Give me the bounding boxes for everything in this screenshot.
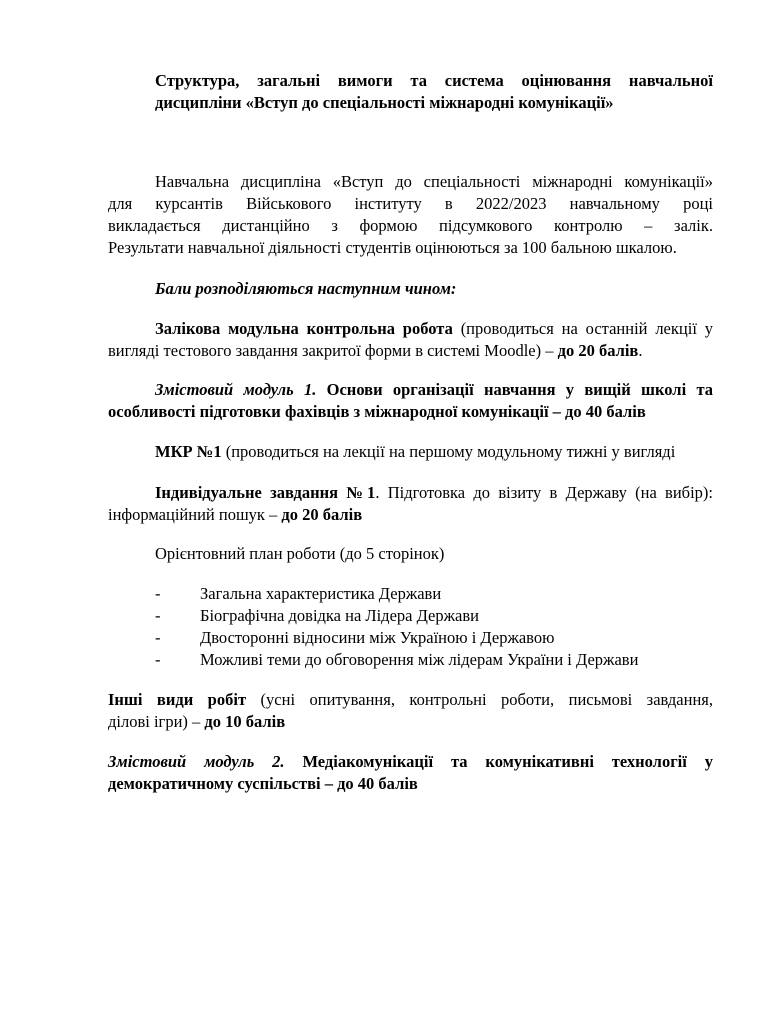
module-2-title-1: Медіакомунікації та комунікативні технології у <box>284 752 713 771</box>
distribution-heading-text: Бали розподіляються наступним чином: <box>155 279 457 298</box>
module-1-heading <box>108 379 713 423</box>
list-bullet: - <box>155 584 161 603</box>
zmkr-points: до 20 балів <box>557 341 639 360</box>
zmkr-text-2: вигляді тестового завдання закритої форми в системі Moodle) – <box>108 341 558 360</box>
plan-heading <box>108 543 713 565</box>
task1-line-2 <box>108 504 713 526</box>
other-text-1: (усні опитування, контрольні роботи, письмові завдання, <box>246 690 713 709</box>
module-1-line-1 <box>108 379 713 401</box>
other-text-2: ділові ігри) – <box>108 712 205 731</box>
mkr1-label: МКР №1 <box>155 442 222 461</box>
task1-text-2: інформаційний пошук – <box>108 505 282 524</box>
title-line-1: Структура, загальні вимоги та система оцінювання навчальної <box>155 71 713 90</box>
zmkr-label: Залікова модульна контрольна робота <box>155 319 453 338</box>
list-bullet: - <box>155 606 161 625</box>
task1-points: до 20 балів <box>281 505 363 524</box>
module-1-title-1: Основи організації навчання у вищій школі та <box>316 380 713 399</box>
zmkr-line-1 <box>108 318 713 340</box>
mkr1-paragraph <box>108 441 713 463</box>
module-2-heading <box>108 751 713 795</box>
zmkr-text-1: (проводиться на останній лекції у <box>452 319 713 338</box>
document-title <box>108 70 713 114</box>
task1-label: Індивідуальне завдання №1 <box>155 483 376 502</box>
list-item-text: Двосторонні відносини між Україною і Державою <box>200 628 555 647</box>
intro-line-3: викладається дистанційно з формою підсумкового контролю – залік. <box>108 216 713 235</box>
task1-text-1: . Підготовка до візиту в Державу (на вибір): <box>375 483 713 502</box>
module-2-line-1 <box>108 751 713 773</box>
distribution-heading <box>108 278 713 300</box>
other-line-2 <box>108 711 713 733</box>
list-bullet: - <box>155 628 161 647</box>
list-item-text: Біографічна довідка на Лідера Держави <box>200 606 479 625</box>
mkr1-text: (проводиться на лекції на першому модульному тижні у вигляді <box>221 442 676 461</box>
module-2-label: Змістовий модуль 2. <box>108 752 285 771</box>
task1-line-1 <box>108 482 713 504</box>
other-line-1 <box>108 689 713 711</box>
intro-paragraph <box>108 171 713 259</box>
other-works-paragraph <box>108 689 713 733</box>
intro-line-4: Результати навчальної діяльності студентів оцінюються за 100 бальною шкалою. <box>108 238 677 257</box>
plan-heading-text: Орієнтовний план роботи (до 5 сторінок) <box>155 544 445 563</box>
intro-line-2: для курсантів Військового інституту в 2022/2023 навчальному році <box>108 194 713 213</box>
list-item-text: Загальна характеристика Держави <box>200 584 442 603</box>
intro-line-1: Навчальна дисципліна «Вступ до спеціальності міжнародні комунікації» <box>155 172 713 191</box>
module-1-label: Змістовий модуль 1. <box>155 380 317 399</box>
list-item-text: Можливі теми до обговорення між лідерам України і Держави <box>200 650 639 669</box>
zmkr-line-2 <box>108 340 713 362</box>
zmkr-paragraph <box>108 318 713 362</box>
title-line-2: дисципліни «Вступ до спеціальності міжнародні комунікації» <box>155 93 614 112</box>
task1-paragraph <box>108 482 713 526</box>
module-1-title-2: особливості підготовки фахівців з міжнародної комунікації – до 40 балів <box>108 402 646 421</box>
list-bullet: - <box>155 650 161 669</box>
module-2-title-2: демократичному суспільстві – до 40 балів <box>108 774 418 793</box>
zmkr-period: . <box>638 341 643 360</box>
other-label: Інші види робіт <box>108 690 247 709</box>
other-points: до 10 балів <box>204 712 286 731</box>
